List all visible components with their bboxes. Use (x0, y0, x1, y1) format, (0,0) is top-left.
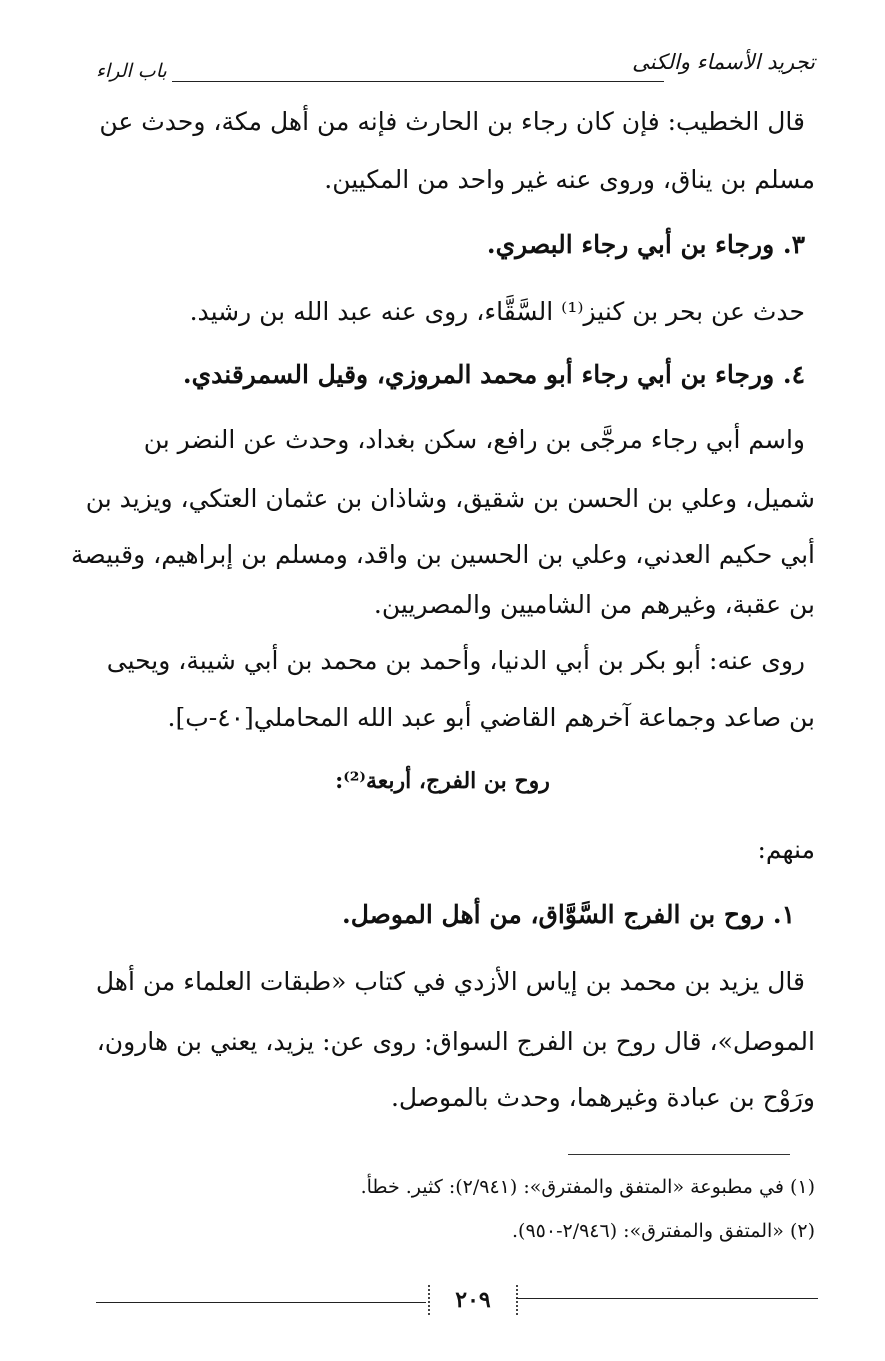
entry-heading: ٤. ورجاء بن أبي رجاء أبو محمد المروزي، وقيل السمرقندي. (182, 360, 805, 389)
body-line: بن عقبة، وغيرهم من الشاميين والمصريين. (373, 590, 815, 619)
footer-rule-right (516, 1298, 818, 1299)
body-line: منهم: (757, 835, 815, 864)
page-number: ٢٠٩ (428, 1285, 518, 1315)
footnote-2: (٢) «المتفق والمفترق»: (٢/٩٤٦-٩٥٠). (511, 1220, 815, 1242)
entry-heading: ٣. ورجاء بن أبي رجاء البصري. (486, 230, 805, 259)
entry-heading: ١. روح بن الفرج السَّوَّاق، من أهل الموصل. (342, 900, 795, 929)
header-rule (172, 81, 664, 82)
body-line: قال يزيد بن محمد بن إياس الأزدي في كتاب «طبقات العلماء من أهل (95, 967, 805, 996)
body-line: قال الخطيب: فإن كان رجاء بن الحارث فإنه من أهل مكة، وحدث عن (99, 107, 805, 136)
body-line: ورَوْح بن عبادة وغيرهما، وحدث بالموصل. (390, 1083, 815, 1112)
footnote-rule (568, 1154, 790, 1155)
body-line: حدث عن بحر بن كنيز⁽¹⁾ السَّقَّاء، روى عنه عبد الله بن رشيد. (189, 297, 805, 326)
running-header-chapter: باب الراء (96, 60, 167, 82)
running-header-title: تجريد الأسماء والكنى (632, 50, 815, 74)
body-line: شميل، وعلي بن الحسن بن شقيق، وشاذان بن عثمان العتكي، ويزيد بن (85, 484, 815, 513)
footnote-1: (١) في مطبوعة «المتفق والمفترق»: (٢/٩٤١): كثير. خطأ. (360, 1176, 815, 1198)
body-line: واسم أبي رجاء مرجَّى بن رافع، سكن بغداد، وحدث عن النضر بن (143, 425, 805, 454)
body-line: أبي حكيم العدني، وعلي بن الحسين بن واقد، ومسلم بن إبراهيم، وقبيصة (71, 540, 815, 569)
body-line: بن صاعد وجماعة آخرهم القاضي أبو عبد الله المحاملي[٤٠-ب]. (167, 703, 815, 732)
body-line: روى عنه: أبو بكر بن أبي الدنيا، وأحمد بن محمد بن أبي شيبة، ويحيى (106, 646, 805, 675)
body-line: الموصل»، قال روح بن الفرج السواق: روى عن: يزيد، يعني بن هارون، (96, 1027, 815, 1056)
section-heading: روح بن الفرج، أربعة⁽²⁾: (335, 768, 550, 794)
footer-rule-left (96, 1302, 426, 1303)
body-line: مسلم بن يناق، وروى عنه غير واحد من المكيين. (324, 165, 815, 194)
